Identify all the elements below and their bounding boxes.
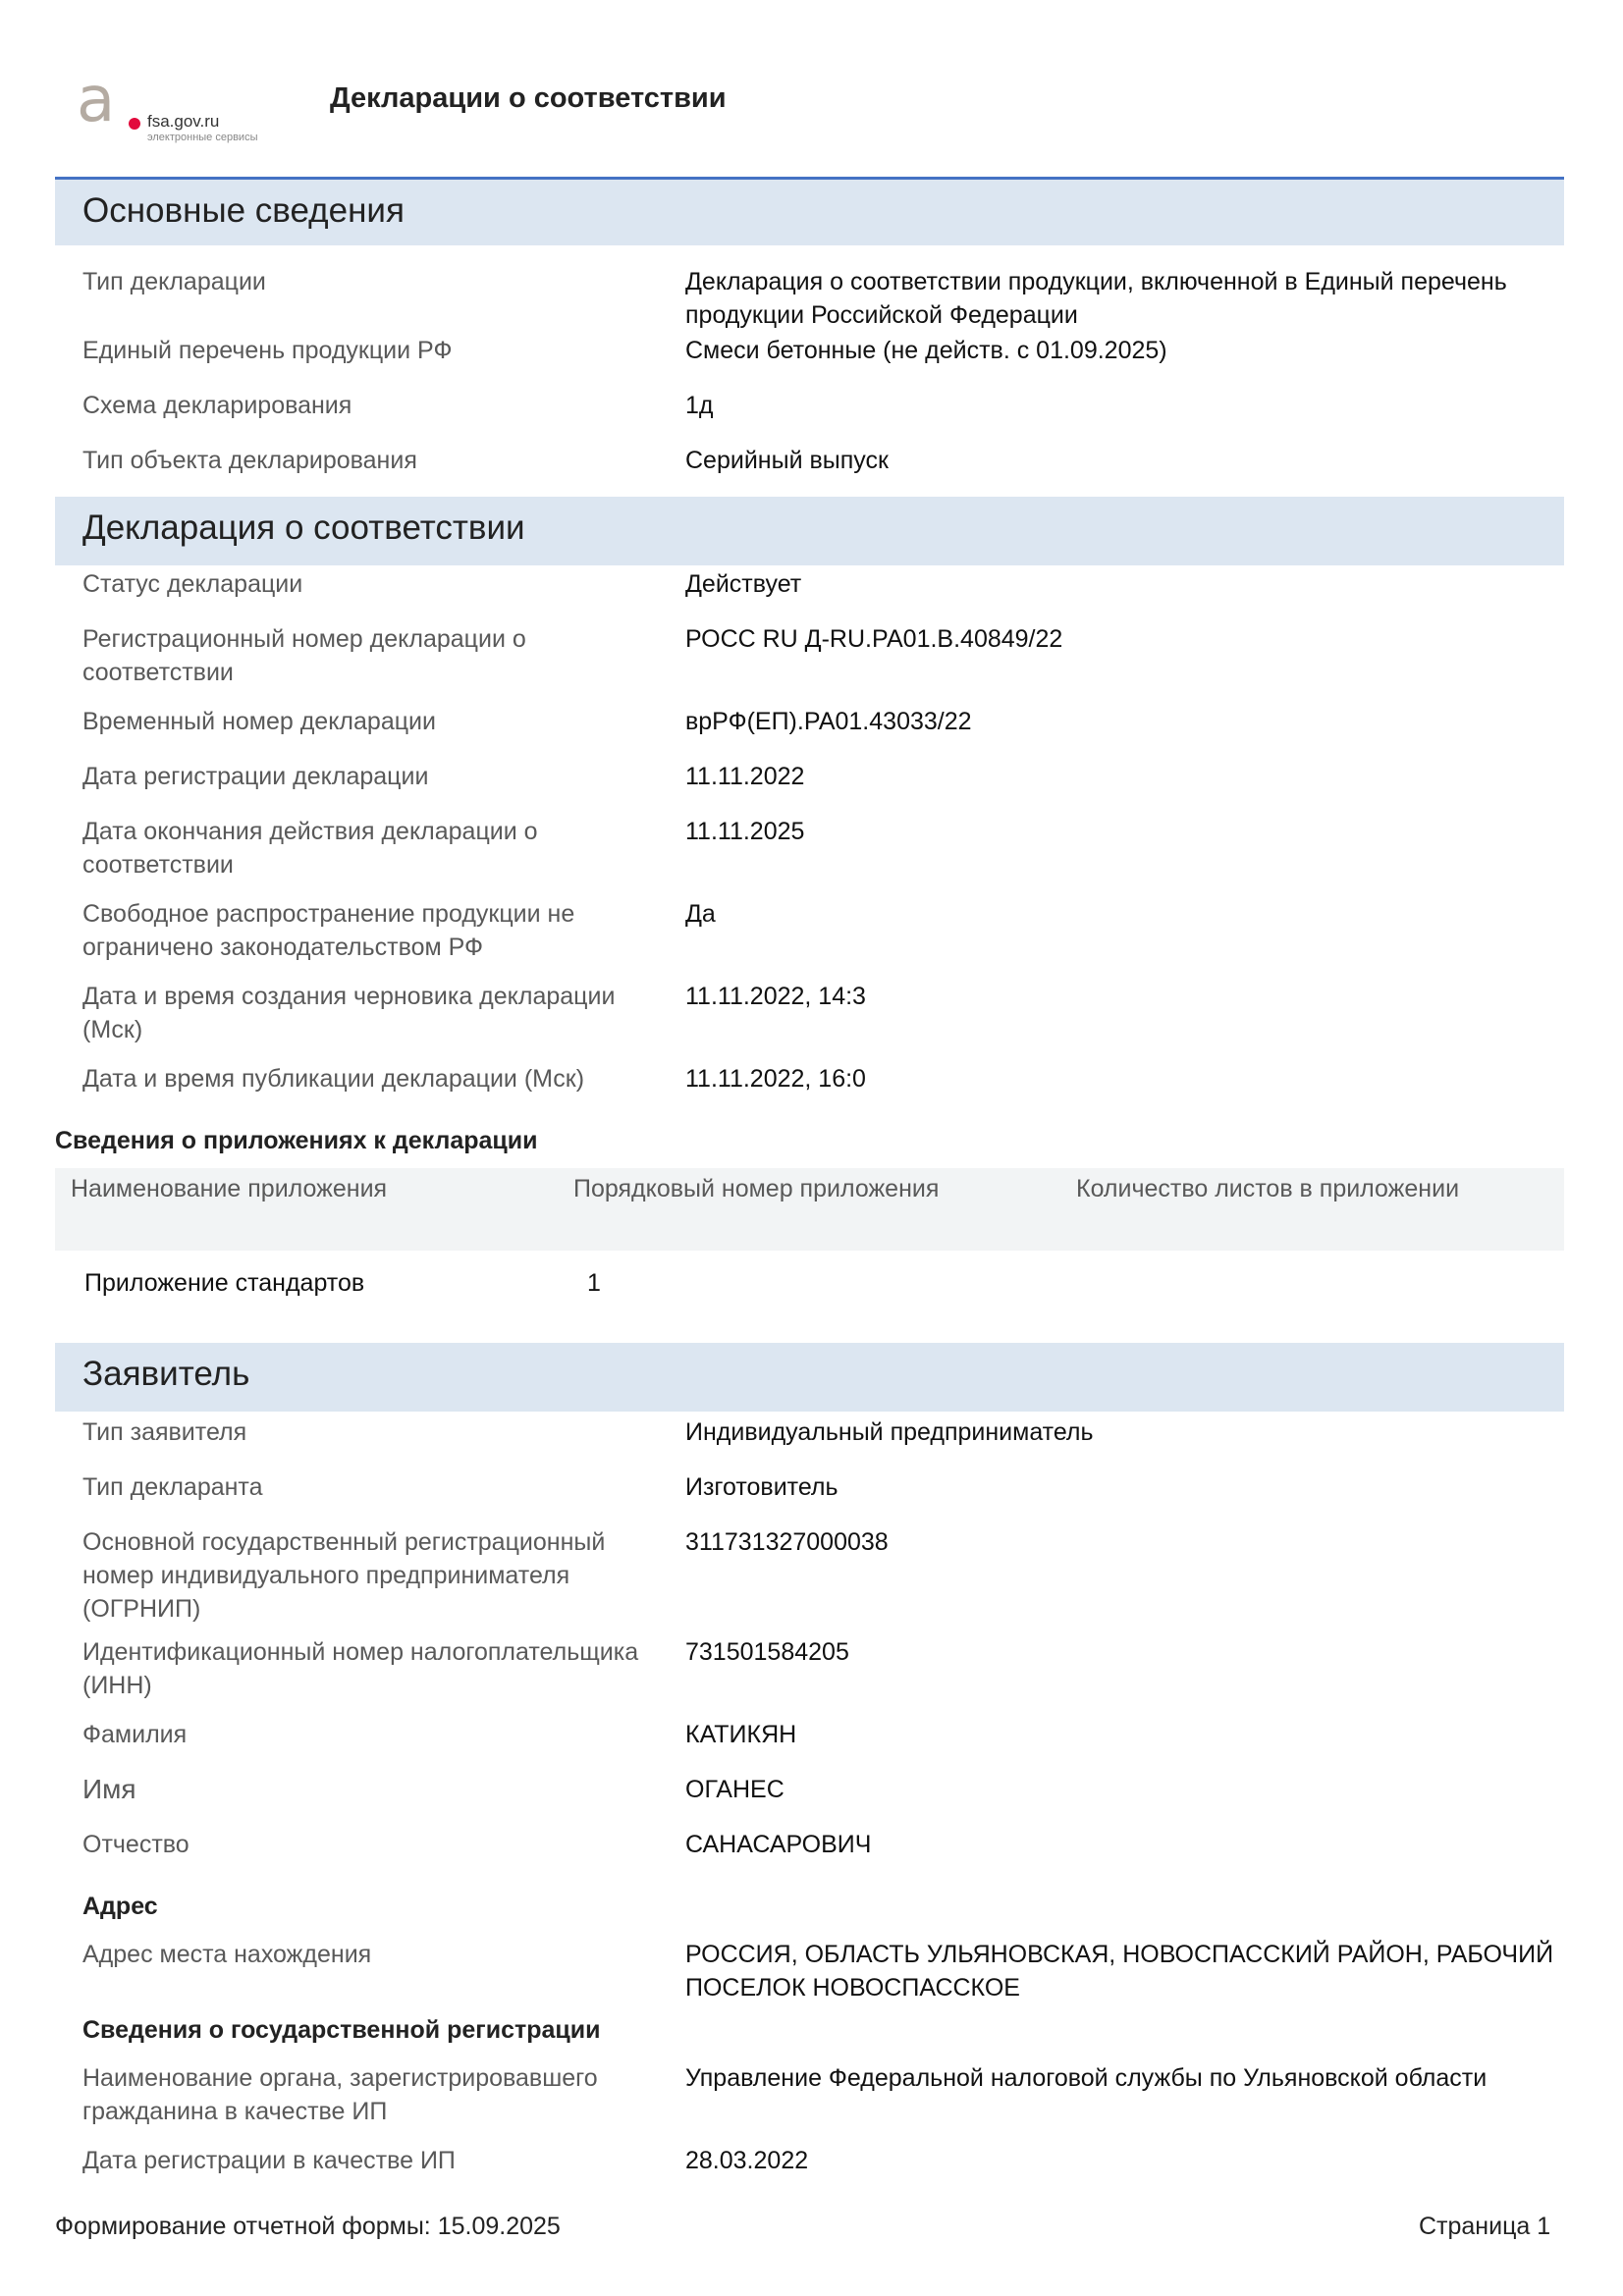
field-value: 11.11.2022: [685, 763, 805, 790]
field-value: врРФ(ЕП).РА01.43033/22: [685, 708, 972, 735]
field-value: 731501584205: [685, 1638, 849, 1666]
field-label: Дата регистрации декларации: [82, 763, 429, 790]
field-label: Адрес места нахождения: [82, 1941, 372, 1968]
appendices-table-header: [55, 1168, 1564, 1251]
field-label: Тип декларации: [82, 268, 266, 295]
field-label: Фамилия: [82, 1721, 188, 1748]
field-label: Тип декларанта: [82, 1473, 263, 1501]
fsa-logo-icon: а: [77, 64, 116, 136]
logo-subtitle: электронные сервисы: [147, 132, 258, 143]
registration-title: Сведения о государственной регистрации: [82, 2016, 601, 2044]
field-label: Дата и время публикации декларации (Мск): [82, 1065, 585, 1093]
field-label: Тип заявителя: [82, 1418, 247, 1446]
appendices-title: Сведения о приложениях к декларации: [55, 1127, 538, 1154]
field-value: САНАСАРОВИЧ: [685, 1831, 872, 1858]
field-value: Индивидуальный предприниматель: [685, 1418, 1094, 1446]
field-value: Изготовитель: [685, 1473, 839, 1501]
field-value: Управление Федеральной налоговой службы по Ульяновской области: [685, 2064, 1488, 2092]
field-label: Схема декларирования: [82, 392, 352, 419]
field-value: КАТИКЯН: [685, 1721, 797, 1748]
field-label: Имя: [82, 1774, 136, 1804]
field-value: 11.11.2025: [685, 818, 805, 845]
field-value: Декларация о соответствии продукции, включенной в Единый перечень продукции Российской Федерации: [685, 268, 1507, 329]
field-label: Дата окончания действия декларации о соответствии: [82, 818, 538, 879]
section-basic-header: Основные сведения: [55, 177, 1564, 245]
address-title: Адрес: [82, 1893, 158, 1920]
field-label: Единый перечень продукции РФ: [82, 337, 453, 364]
field-value: 1д: [685, 392, 714, 419]
field-value: Действует: [685, 570, 802, 598]
column-header: Порядковый номер приложения: [573, 1175, 940, 1202]
field-label: Основной государственный регистрационный номер индивидуального предпринимателя (ОГРНИП): [82, 1528, 606, 1623]
page-number: Страница 1: [1419, 2213, 1551, 2240]
column-header: Количество листов в приложении: [1076, 1175, 1460, 1202]
field-value: РОСС RU Д-RU.РА01.В.40849/22: [685, 625, 1063, 653]
fsa-logo[interactable]: [77, 64, 273, 145]
logo-site: fsa.gov.ru: [147, 112, 220, 131]
field-value: 11.11.2022, 16:0: [685, 1065, 866, 1093]
field-value: Серийный выпуск: [685, 447, 889, 474]
appendix-number: 1: [587, 1269, 601, 1297]
appendix-name: Приложение стандартов: [84, 1269, 365, 1297]
field-value: ОГАНЕС: [685, 1776, 784, 1803]
field-label: Временный номер декларации: [82, 708, 436, 735]
field-value: Да: [685, 900, 716, 928]
field-label: Идентификационный номер налогоплательщика (ИНН): [82, 1638, 639, 1699]
section-applicant-header: Заявитель: [55, 1343, 1564, 1412]
field-value: 11.11.2022, 14:3: [685, 983, 866, 1010]
field-label: Дата и время создания черновика декларации (Мск): [82, 983, 616, 1043]
field-value: 28.03.2022: [685, 2147, 809, 2174]
field-label: Отчество: [82, 1831, 189, 1858]
field-value: Смеси бетонные (не действ. с 01.09.2025): [685, 337, 1167, 364]
section-declaration-header: Декларация о соответствии: [55, 497, 1564, 565]
logo-dot-icon: [129, 118, 140, 130]
field-label: Дата регистрации в качестве ИП: [82, 2147, 456, 2174]
field-label: Наименование органа, зарегистрировавшего гражданина в качестве ИП: [82, 2064, 598, 2125]
field-label: Свободное распространение продукции не ограничено законодательством РФ: [82, 900, 575, 961]
page-title: Декларации о соответствии: [330, 82, 727, 114]
field-value: РОССИЯ, ОБЛАСТЬ УЛЬЯНОВСКАЯ, НОВОСПАССКИЙ РАЙОН, РАБОЧИЙ ПОСЕЛОК НОВОСПАССКОЕ: [685, 1941, 1554, 2002]
field-label: Статус декларации: [82, 570, 303, 598]
field-value: 311731327000038: [685, 1528, 889, 1556]
report-generated-date: Формирование отчетной формы: 15.09.2025: [55, 2213, 561, 2240]
page-header: [77, 64, 1549, 145]
field-label: Тип объекта декларирования: [82, 447, 417, 474]
field-label: Регистрационный номер декларации о соответствии: [82, 625, 526, 686]
column-header: Наименование приложения: [71, 1175, 388, 1202]
